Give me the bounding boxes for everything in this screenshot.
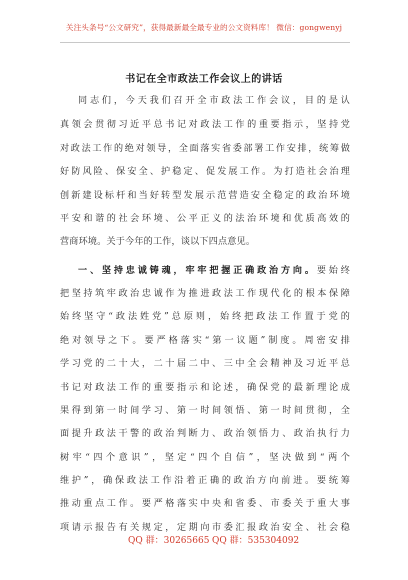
body-line [60, 313, 350, 322]
header-divider [60, 42, 350, 43]
body-text: 真领会贯彻习近平总书记对政法工作的重要指示，坚持党 [60, 120, 350, 130]
body-line [60, 290, 350, 299]
body-text: 维护”，确保政法工作沿着正确的政治方向前进。要统筹 [60, 476, 350, 486]
body-text: 平安和谐的社会环境、公平正义的法治环境和优质高效的 [60, 214, 350, 224]
body-text: 绝对领导之下。要严格落实“第一议题”制度。周密安排 [60, 336, 350, 346]
body-line [60, 121, 350, 130]
body-line [60, 430, 350, 439]
body-line [60, 168, 350, 177]
body-line [60, 238, 350, 247]
body-text: 始终坚守“政法姓党”总原则，始终把政法工作置于党的 [60, 312, 350, 322]
footer-qq-group-1: QQ 群：30265665 [128, 536, 210, 546]
body-text: 创新建设标杆和当好转型发展示范营造安全稳定的政治环境 [60, 191, 350, 201]
body-text: 学习党的二十大，二十届二中、三中全会精神及习近平总 [60, 359, 350, 369]
header-banner: 关注头条号“公文研究”，获得最新最全最专业的公文资料库！ 微信：gongwenyj [65, 23, 343, 32]
page-title: 书记在全市政法工作会议上的讲话 [125, 74, 283, 85]
body-line [60, 215, 350, 224]
body-line [60, 337, 350, 346]
section-heading: 一、坚持忠诚铸魂，牢牢把握正确政治方向。 [78, 265, 317, 276]
body-text: 项请示报告有关规定，定期向市委汇报政治安全、社会稳 [60, 523, 350, 533]
body-text: 对政法工作的绝对领导，全面落实省委部署工作安排，统筹做 [60, 144, 350, 154]
footer-qq-group-2: QQ 群：535304092 [212, 536, 300, 546]
body-line [78, 97, 350, 106]
body-text: 要始终 [316, 266, 350, 276]
body-text: 面提升政法干警的政治判断力、政治领悟力、政治执行力 [60, 429, 350, 439]
body-line [60, 192, 350, 201]
body-text: 好防风险、保安全、护稳定、促发展工作。为打造社会治理 [60, 167, 350, 177]
body-text: 书记对政法工作的重要指示和论述，确保党的最新理论成 [60, 383, 350, 393]
body-line [60, 145, 350, 154]
body-line [60, 477, 350, 486]
body-text: 果得到第一时间学习、第一时间领悟、第一时间贯彻，全 [60, 406, 350, 416]
body-line [60, 524, 350, 533]
body-line [60, 500, 350, 509]
body-text: 树牢“四个意识”，坚定“四个自信”，坚决做到“两个 [60, 453, 350, 463]
body-text: 推动重点工作。要严格落实中央和省委、市委关于重大事 [60, 499, 350, 509]
body-text: 营商环境。关于今年的工作，谈以下四点意见。 [60, 237, 256, 247]
body-line [60, 407, 350, 416]
body-text: 把坚持筑牢政治忠诚作为推进政法工作现代化的根本保障 [60, 289, 350, 299]
body-line [60, 360, 350, 369]
body-line [60, 454, 350, 463]
body-line [60, 384, 350, 393]
body-text: 同志们，今天我们召开全市政法工作会议，目的是认 [78, 96, 350, 106]
body-line [78, 266, 350, 276]
